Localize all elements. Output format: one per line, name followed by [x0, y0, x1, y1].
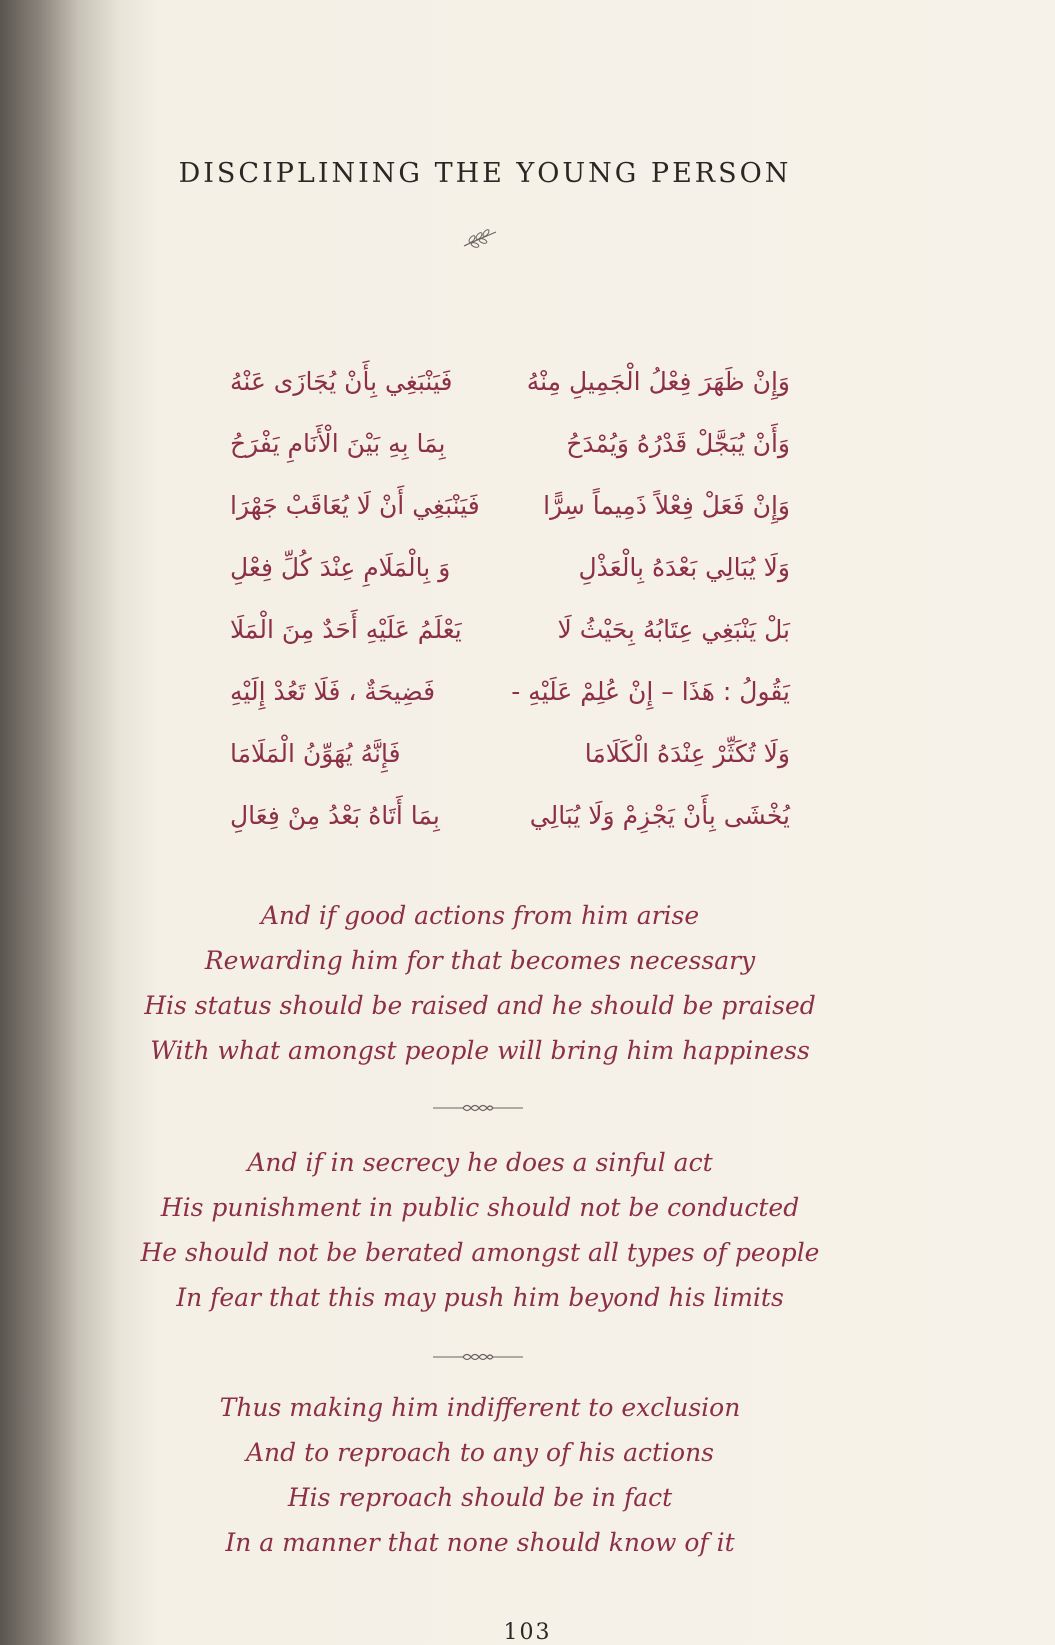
verse-second-hemistich: فَيَنْبَغِي أَنْ لَا يُعَاقَبْ جَهْرَا — [230, 490, 480, 520]
verse-second-hemistich: وَ بِالْمَلَامِ عِنْدَ كُلِّ فِعْلِ — [230, 552, 451, 582]
verse-second-hemistich: يَعْلَمُ عَلَيْهِ أَحَدٌ مِنَ الْمَلَا — [230, 614, 462, 644]
translation-line: Rewarding him for that becomes necessary — [204, 946, 756, 975]
verse-second-hemistich: بِمَا بِهِ بَيْنَ الْأَنَامِ يَفْرَحُ — [230, 428, 446, 458]
arabic-verses — [230, 350, 790, 846]
translation-line: And to reproach to any of his actions — [245, 1438, 715, 1467]
verse-row — [230, 784, 790, 846]
translation-line: In a manner that none should know of it — [225, 1528, 735, 1557]
verse-second-hemistich: فَيَنْبَغِي بِأَنْ يُجَازَى عَنْهُ — [230, 366, 453, 396]
verse-row — [230, 536, 790, 598]
translation-line: And if in secrecy he does a sinful act — [247, 1148, 713, 1177]
verse-first-hemistich: وَإِنْ فَعَلْ فِعْلاً ذَمِيماً سِرًّا — [543, 490, 790, 520]
verse-row — [230, 350, 790, 412]
translation-line: His punishment in public should not be conducted — [160, 1193, 800, 1222]
verse-first-hemistich: وَلَا يُبَالِي بَعْدَهُ بِالْعَذْلِ — [578, 552, 790, 582]
verse-second-hemistich: بِمَا أَتَاهُ بَعْدُ مِنْ فِعَالِ — [230, 800, 440, 830]
verse-first-hemistich: يُخْشَى بِأَنْ يَجْزِمْ وَلَا يُبَالِي — [529, 800, 790, 830]
verse-first-hemistich: وَلَا تُكَثِّرْ عِنْدَهُ الْكَلَامَا — [584, 738, 790, 768]
translation-stanza — [130, 1140, 830, 1320]
translation-line: He should not be berated amongst all types of people — [140, 1238, 820, 1267]
verse-second-hemistich: فَضِيحَةٌ ، فَلَا تَعُدْ إِلَيْهِ — [230, 676, 436, 706]
translation-line: In fear that this may push him beyond his limits — [176, 1283, 784, 1312]
translation-line: And if good actions from him arise — [260, 901, 700, 930]
translation-stanza — [130, 893, 830, 1073]
leaf-ornament-icon — [460, 224, 500, 254]
verse-row — [230, 474, 790, 536]
translation-line: Thus making him indifferent to exclusion — [219, 1393, 741, 1422]
divider-ornament-icon — [433, 1349, 523, 1365]
translation-stanza — [130, 1385, 830, 1565]
verse-row — [230, 660, 790, 722]
translation-line: His status should be raised and he should be praised — [144, 991, 816, 1020]
verse-first-hemistich: بَلْ يَنْبَغِي عِتَابُهُ بِحَيْثُ لَا — [557, 614, 790, 644]
verse-first-hemistich: يَقُولُ : هَذَا – إِنْ عُلِمْ عَلَيْهِ - — [511, 676, 790, 706]
verse-row — [230, 412, 790, 474]
translation-line: His reproach should be in fact — [287, 1483, 673, 1512]
verse-row — [230, 722, 790, 784]
chapter-title: DISCIPLINING THE YOUNG PERSON — [178, 158, 792, 189]
divider-ornament-icon — [433, 1100, 523, 1116]
verse-first-hemistich: وَأَنْ يُبَجَّلْ قَدْرُهُ وَيُمْدَحُ — [566, 428, 790, 458]
verse-first-hemistich: وَإِنْ ظَهَرَ فِعْلُ الْجَمِيلِ مِنْهُ — [526, 366, 790, 396]
verse-second-hemistich: فَإِنَّهُ يُهَوِّنُ الْمَلَامَا — [230, 738, 401, 768]
translation-line: With what amongst people will bring him happiness — [150, 1036, 810, 1065]
verse-row — [230, 598, 790, 660]
page-number: 103 — [503, 1620, 552, 1645]
